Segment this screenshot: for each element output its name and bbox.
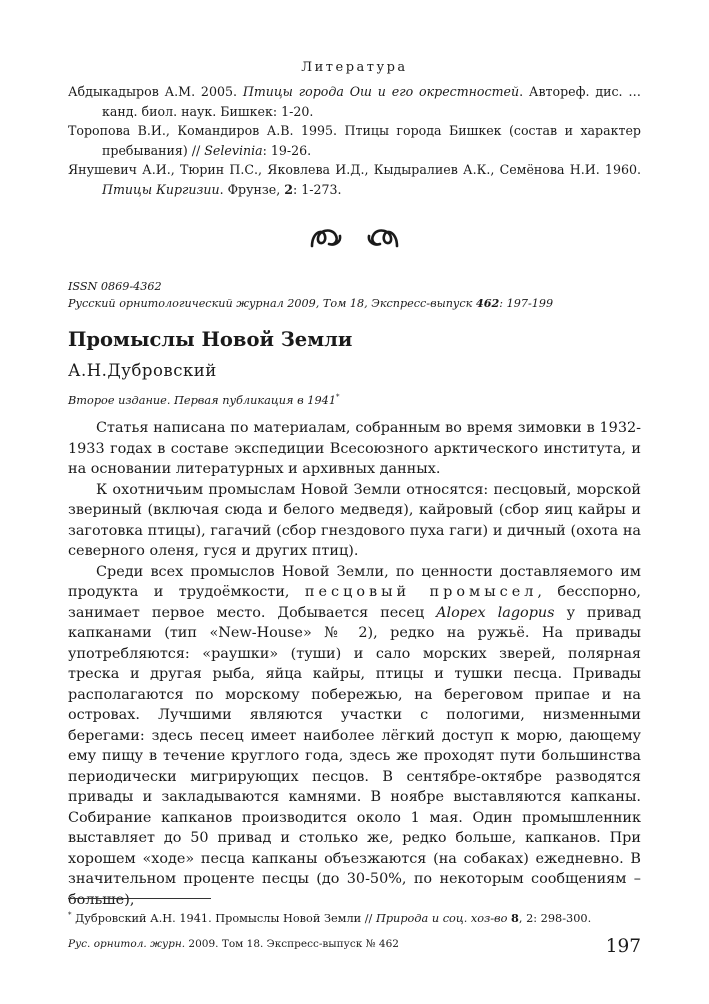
reference-item: Янушевич А.И., Тюрин П.С., Яковлева И.Д., Кыдыралиев А.К., Семёнова Н.И. 1960. Птицы Киргизии. Фрунзе, 2: 1-273. xyxy=(68,162,641,197)
article-meta xyxy=(68,279,641,312)
paragraph: К охотничьим промыслам Новой Земли относятся: песцовый, морской звериный (включая сюда и белого медведя), кайровый (сбор яиц кайры и заготовка птицы), гагачий (сбор гнездового пуха гаги) и дичный (охота на северного оленя, гуся и других птиц). xyxy=(68,481,641,559)
edition-note: Второе издание. Первая публикация в 1941* xyxy=(68,393,340,407)
running-footer: Рус. орнитол. журн. 2009. Том 18. Экспресс-выпуск № 462 xyxy=(68,938,399,950)
article-body xyxy=(68,418,641,910)
reference-item: Торопова В.И., Командиров А.В. 1995. Птицы города Бишкек (состав и характер пребывания) // Selevinia: 19-26. xyxy=(68,123,641,158)
page-number: 197 xyxy=(605,936,641,957)
paragraph: Среди всех промыслов Новой Земли, по ценности доставляемого им продукта и трудоёмкости, песцовый промысел, бесспорно, занимает первое место. Добывается песец Alopex lagopus у привад капканами (тип «New-House» № 2), редко на ружьё. На привады употребляются: «раушки» (туши) и сало морских зверей, полярная треска и другая рыба, яйца кайры, птицы и тушки песца. Привады располагаются по морскому побережью, на береговом припае и на островах. Лучшими являются участки с пологими, низменными берегами: здесь песец имеет наиболее лёгкий доступ к морю, дающему ему пищу в течение круглого года, здесь же проходят пути большинства периодически мигрирующих песцов. В сентябре-октябре разводятся привады и закладываются камнями. В ноябре выставляются капканы. Собирание капканов производится около 1 мая. Один промышленник выставляет до 50 привад и столько же, редко больше, капканов. При хорошем «ходе» песца капканы объезжаются (на собаках) ежедневно. В значительном проценте песцы (до 30-50%, по некоторым сообщениям – больше), xyxy=(68,563,641,908)
issn: ISSN 0869-4362 xyxy=(68,280,162,293)
journal-citation: Русский орнитологический журнал 2009, Том 18, Экспресс-выпуск 462: 197-199 xyxy=(68,296,554,310)
reference-item: Абдыкадыров А.М. 2005. Птицы города Ош и его окрестностей. Автореф. дис. … канд. биол. наук. Бишкек: 1-20. xyxy=(68,84,641,119)
ornament-left-icon xyxy=(309,222,343,256)
footnote: * Дубровский А.Н. 1941. Промыслы Новой Земли // Природа и соц. хоз-во 8, 2: 298-300. xyxy=(68,910,592,925)
article-title: Промыслы Новой Земли xyxy=(68,328,353,351)
literature-heading: Литература xyxy=(301,60,408,75)
reference-list xyxy=(68,82,641,199)
paragraph: Статья написана по материалам, собранным во время зимовки в 1932-1933 годах в составе экспедиции Всесоюзного арктического института, и на основании литературных и архивных данных. xyxy=(68,420,641,477)
article-author: А.Н.Дубровский xyxy=(68,361,217,380)
footnote-divider xyxy=(68,898,211,899)
section-ornament xyxy=(68,222,641,256)
ornament-right-icon xyxy=(366,222,400,256)
